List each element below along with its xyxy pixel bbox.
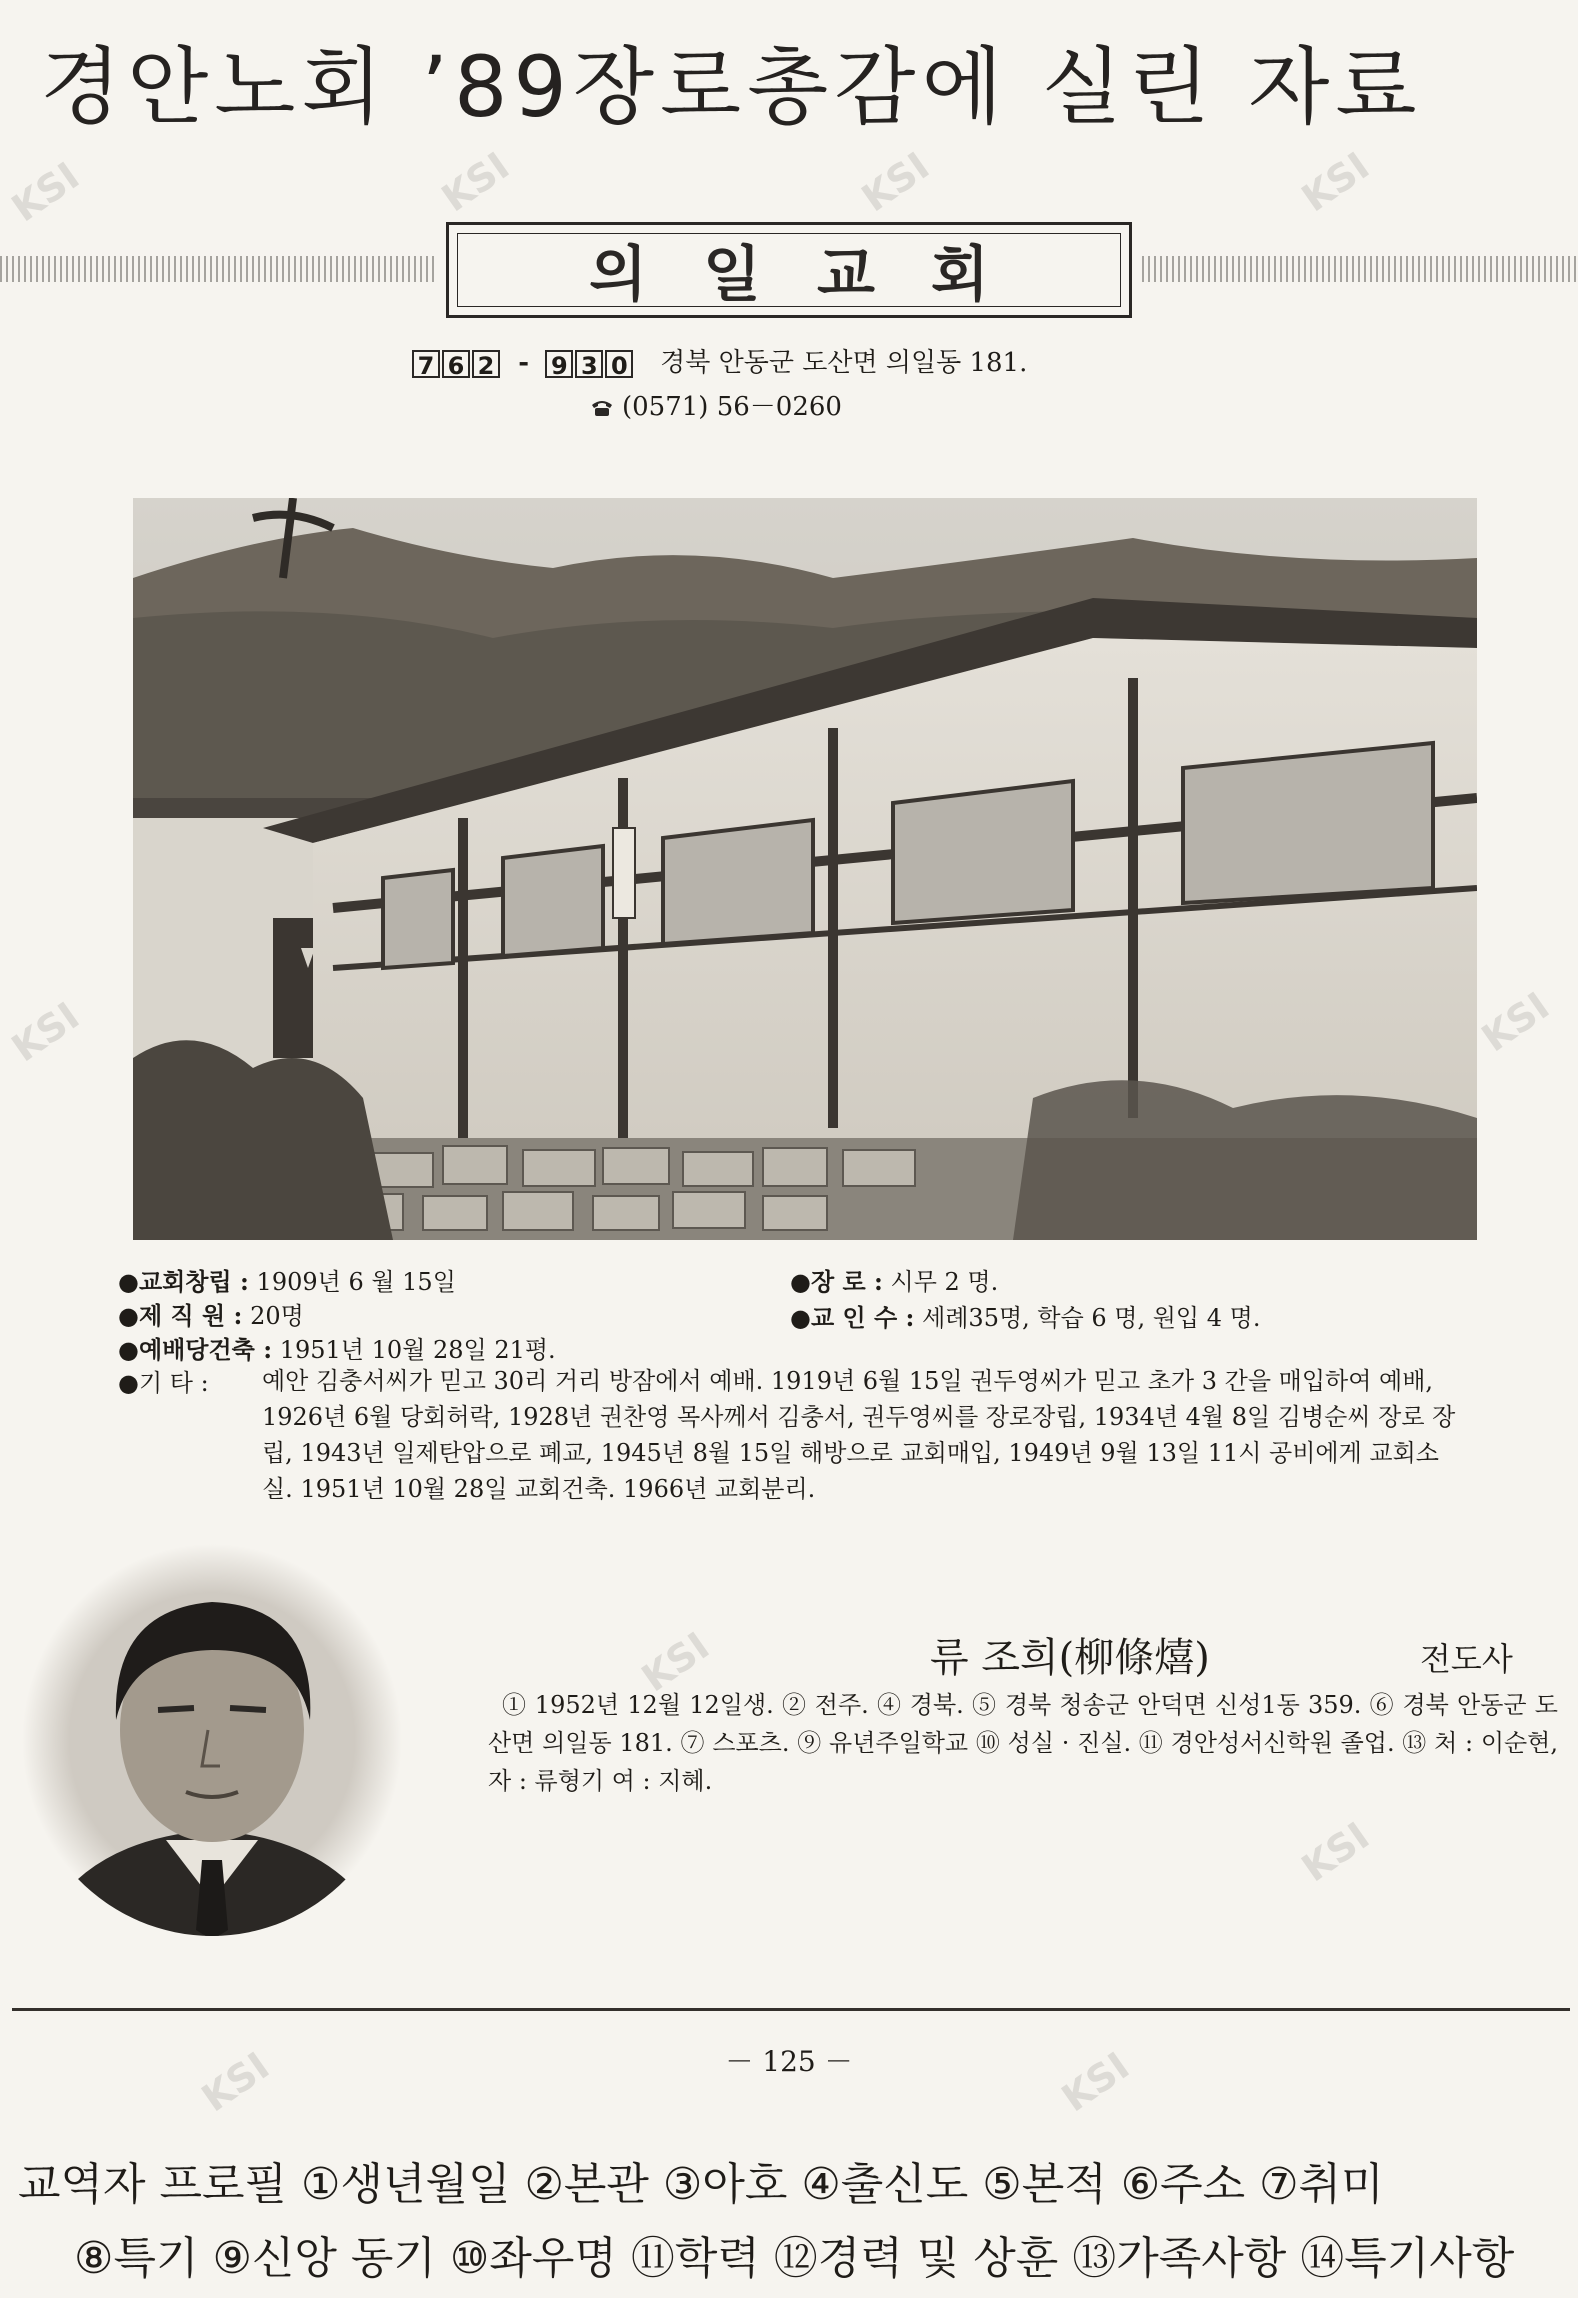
zip-digit: 2 [472, 350, 500, 378]
right-hatch-decoration [1142, 256, 1578, 282]
staff-value: 20명 [250, 1302, 304, 1330]
phone-icon [590, 399, 614, 417]
etc-history-text: 예안 김충서씨가 믿고 30리 거리 방잠에서 예배. 1919년 6월 15일 권두영씨가 믿고 초가 3 간을 매입하여 예배, 1926년 6월 당회허락, 1928년 권찬영 목사께서 김충서, 권두영씨를 장로장립, 1934년 4월 8일 김병순씨 장로 장립, 1943년 일제탄압으로 폐교, 1945년 8월 15일 해방으로 교회매입, 1949년 9월 13일 11시 공비에게 교회소실. 1951년 10월 28일 교회건축. 1966년 교회분리. [262, 1367, 1456, 1503]
elders-value: 시무 2 명. [890, 1268, 999, 1296]
watermark: KSI [3, 993, 88, 1071]
page-number: － 125 － [725, 2045, 853, 2078]
watermark: KSI [1293, 1813, 1378, 1891]
members-label: ●교 인 수 : [790, 1303, 915, 1332]
address-text: 경북 안동군 도산면 의일동 181. [660, 348, 1028, 378]
phone-number: (0571) 56－0260 [622, 392, 842, 422]
pastor-portrait [16, 1540, 408, 1940]
zip-code [412, 348, 635, 378]
founded-label: ●교회창립 : [118, 1267, 249, 1296]
pastor-bio: ① 1952년 12월 12일생. ② 전주. ④ 경북. ⑤ 경북 청송군 안덕면 신성1동 359. ⑥ 경북 안동군 도산면 의일동 181. ⑦ 스포츠. ⑨ 유년주일학교 ⑩ 성실 · 진실. ⑪ 경안성서신학원 졸업. ⑬ 처 : 이순현, 자 : 류형기 여 : 지혜. [488, 1691, 1558, 1795]
etc-label: ●기 타 : [118, 1369, 209, 1397]
pastor-name: 류 조희(柳條熺) [930, 1635, 1210, 1681]
elders-info [790, 1262, 998, 1297]
elders-label: ●장 로 : [790, 1267, 883, 1296]
church-name-box [446, 222, 1132, 318]
staff-label: ●제 직 원 : [118, 1301, 243, 1330]
zip-digit: 3 [575, 350, 603, 378]
zip-digit: 0 [605, 350, 633, 378]
zip-digit: 9 [545, 350, 573, 378]
staff-info [118, 1296, 304, 1331]
watermark: KSI [1293, 143, 1378, 221]
watermark: KSI [1473, 983, 1558, 1061]
founded-info [118, 1262, 456, 1297]
page-title: 경안노회 ’89장로총감에 실린 자료 [40, 38, 1423, 136]
zip-digit: 7 [412, 350, 440, 378]
footer-rule [12, 2008, 1570, 2011]
members-info [790, 1298, 1260, 1333]
zip-dash: - [518, 348, 530, 378]
address-line [412, 342, 1027, 379]
building-info [118, 1330, 556, 1365]
zip-digit: 6 [442, 350, 470, 378]
members-value: 세례35명, 학습 6 명, 원입 4 명. [922, 1304, 1261, 1332]
building-label: ●예배당건축 : [118, 1335, 273, 1364]
watermark: KSI [193, 2043, 278, 2121]
phone-line [590, 386, 842, 423]
watermark: KSI [1053, 2043, 1138, 2121]
church-building-photo [133, 498, 1477, 1240]
profile-legend-line-1: 교역자 프로필 ①생년월일 ②본관 ③아호 ④출신도 ⑤본적 ⑥주소 ⑦취미 [18, 2159, 1384, 2210]
building-value: 1951년 10월 28일 21평. [279, 1336, 556, 1364]
watermark: KSI [853, 143, 938, 221]
profile-legend-line-2: ⑧특기 ⑨신앙 동기 ⑩좌우명 ⑪학력 ⑫경력 및 상훈 ⑬가족사항 ⑭특기사항 [74, 2233, 1515, 2284]
watermark: KSI [633, 1623, 718, 1701]
church-name: 의일교회 [589, 240, 1045, 310]
founded-value: 1909년 6 월 15일 [256, 1268, 456, 1296]
left-hatch-decoration [0, 256, 436, 282]
pastor-title: 전도사 [1420, 1640, 1513, 1678]
watermark: KSI [433, 143, 518, 221]
watermark: KSI [3, 153, 88, 231]
